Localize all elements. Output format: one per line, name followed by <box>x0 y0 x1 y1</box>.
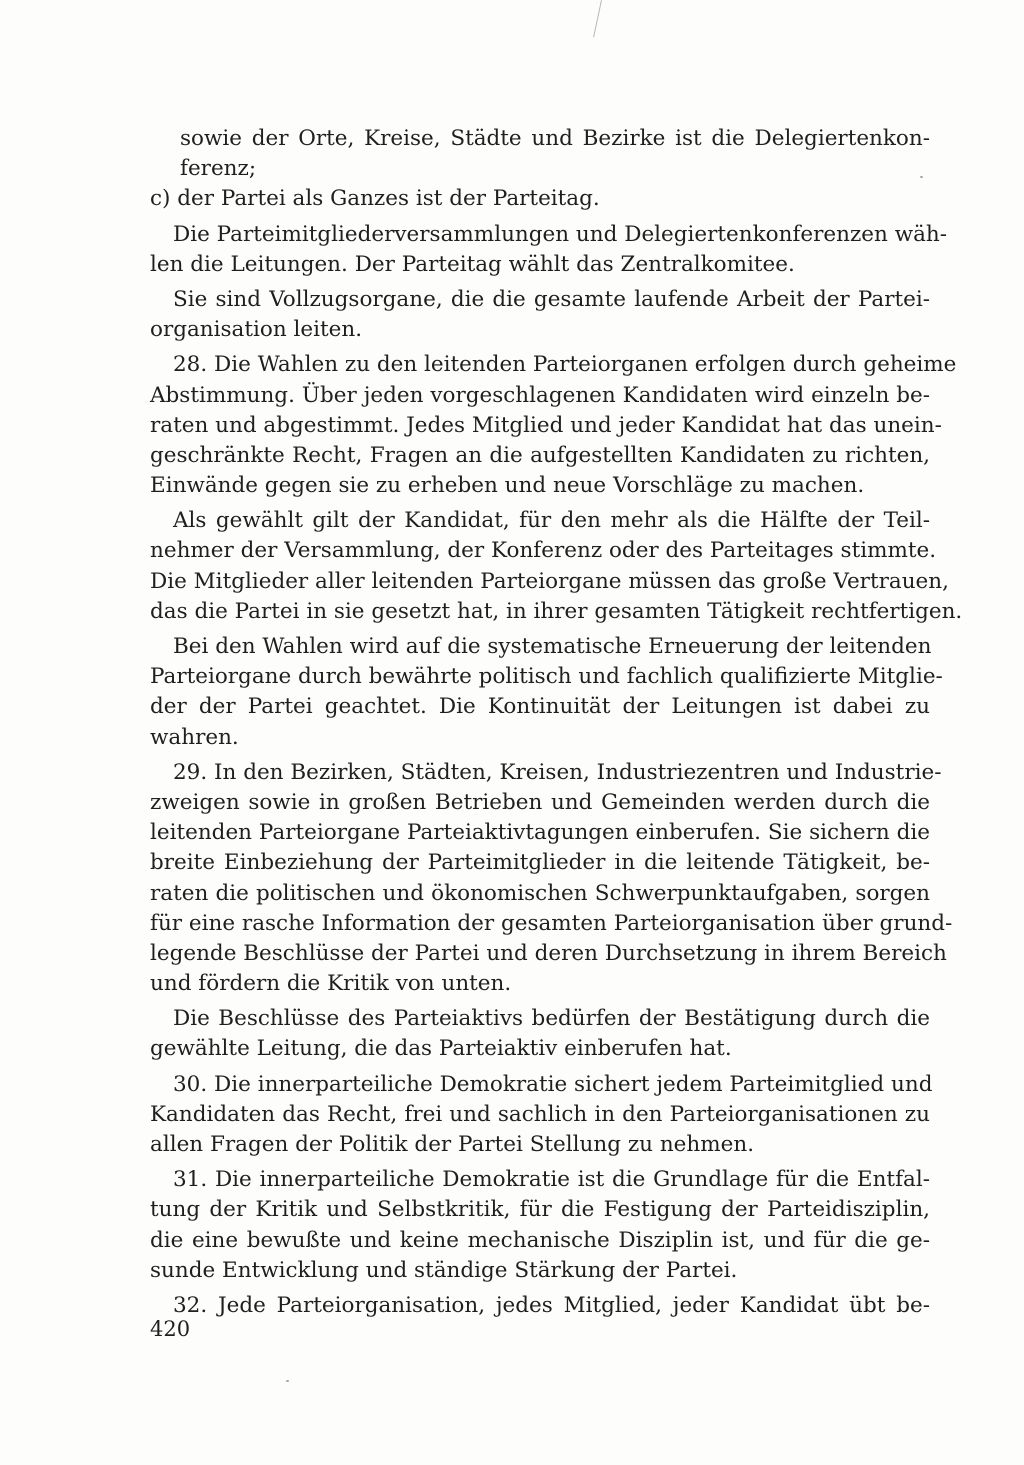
text-line: 30. Die innerparteiliche Demokratie sichert jedem Parteimitglied und <box>173 1071 933 1097</box>
text-line: Einwände gegen sie zu erheben und neue Vorschläge zu machen. <box>150 473 865 499</box>
text-line: geschränkte Recht, Fragen an die aufgestellten Kandidaten zu richten, <box>150 442 930 468</box>
text-line: die eine bewußte und keine mechanische Disziplin ist, und für die ge- <box>150 1227 930 1253</box>
text-line: tung der Kritik und Selbstkritik, für die Festigung der Parteidisziplin, <box>150 1197 930 1223</box>
scan-mark <box>593 0 602 37</box>
text-line: organisation leiten. <box>150 317 363 343</box>
text-line: Die Parteimitgliederversammlungen und Delegiertenkonferenzen wäh- <box>173 221 948 247</box>
text-line: Die Mitglieder aller leitenden Parteiorgane müssen das große Vertrauen, <box>150 568 949 594</box>
text-line: legende Beschlüsse der Partei und deren Durchsetzung in ihrem Bereich <box>150 940 947 966</box>
text-line: und fördern die Kritik von unten. <box>150 971 512 997</box>
text-line: allen Fragen der Politik der Partei Stellung zu nehmen. <box>150 1132 755 1157</box>
page-number: 420 <box>150 1317 191 1341</box>
text-line: Abstimmung. Über jeden vorgeschlagenen Kandidaten wird einzeln be- <box>150 382 930 408</box>
text-line: der der Partei geachtet. Die Kontinuität der Leitungen ist dabei zu <box>150 694 930 720</box>
scan-speck <box>286 1380 289 1382</box>
text-line: Sie sind Vollzugsorgane, die die gesamte laufende Arbeit der Partei- <box>173 286 930 312</box>
text-line: leitenden Parteiorgane Parteiaktivtagungen einberufen. Sie sichern die <box>150 820 930 846</box>
text-line: 32. Jede Parteiorganisation, jedes Mitglied, jeder Kandidat übt be- <box>173 1292 930 1318</box>
text-line: Kandidaten das Recht, frei und sachlich in den Parteiorganisationen zu <box>150 1101 930 1127</box>
body-text <box>150 124 963 1321</box>
text-line: c) der Partei als Ganzes ist der Parteitag. <box>150 186 600 212</box>
text-line: zweigen sowie in großen Betrieben und Gemeinden werden durch die <box>150 789 930 815</box>
text-line: 29. In den Bezirken, Städten, Kreisen, Industriezentren und Industrie- <box>173 759 942 785</box>
text-line: sunde Entwicklung und ständige Stärkung der Partei. <box>150 1257 738 1283</box>
text-line: sowie der Orte, Kreise, Städte und Bezirke ist die Delegiertenkon- <box>180 126 930 151</box>
text-line: len die Leitungen. Der Parteitag wählt das Zentralkomitee. <box>150 251 795 277</box>
text-line: Die Beschlüsse des Parteiaktivs bedürfen der Bestätigung durch die <box>173 1006 930 1032</box>
text-line: wahren. <box>150 724 239 750</box>
text-line: 31. Die innerparteiliche Demokratie ist die Grundlage für die Entfal- <box>173 1167 930 1193</box>
text-line: Bei den Wahlen wird auf die systematische Erneuerung der leitenden <box>173 634 932 659</box>
text-line: Parteiorgane durch bewährte politisch und fachlich qualifizierte Mitglie- <box>150 664 943 690</box>
text-line: breite Einbeziehung der Parteimitglieder in die leitende Tätigkeit, be- <box>150 850 930 876</box>
text-line: für eine rasche Information der gesamten Parteiorganisation über grund- <box>150 910 953 936</box>
text-line: 28. Die Wahlen zu den leitenden Parteiorganen erfolgen durch geheime <box>173 352 957 378</box>
text-line: raten die politischen und ökonomischen Schwerpunktaufgaben, sorgen <box>150 880 930 906</box>
text-line: Als gewählt gilt der Kandidat, für den mehr als die Hälfte der Teil- <box>173 508 930 534</box>
text-line: raten und abgestimmt. Jedes Mitglied und jeder Kandidat hat das unein- <box>150 412 942 438</box>
text-line: ferenz; <box>180 156 257 182</box>
text-line: gewählte Leitung, die das Parteiaktiv einberufen hat. <box>150 1036 732 1062</box>
text-line: nehmer der Versammlung, der Konferenz oder des Parteitages stimmte. <box>150 538 937 564</box>
text-line: das die Partei in sie gesetzt hat, in ihrer gesamten Tätigkeit rechtfertigen. <box>150 598 963 624</box>
